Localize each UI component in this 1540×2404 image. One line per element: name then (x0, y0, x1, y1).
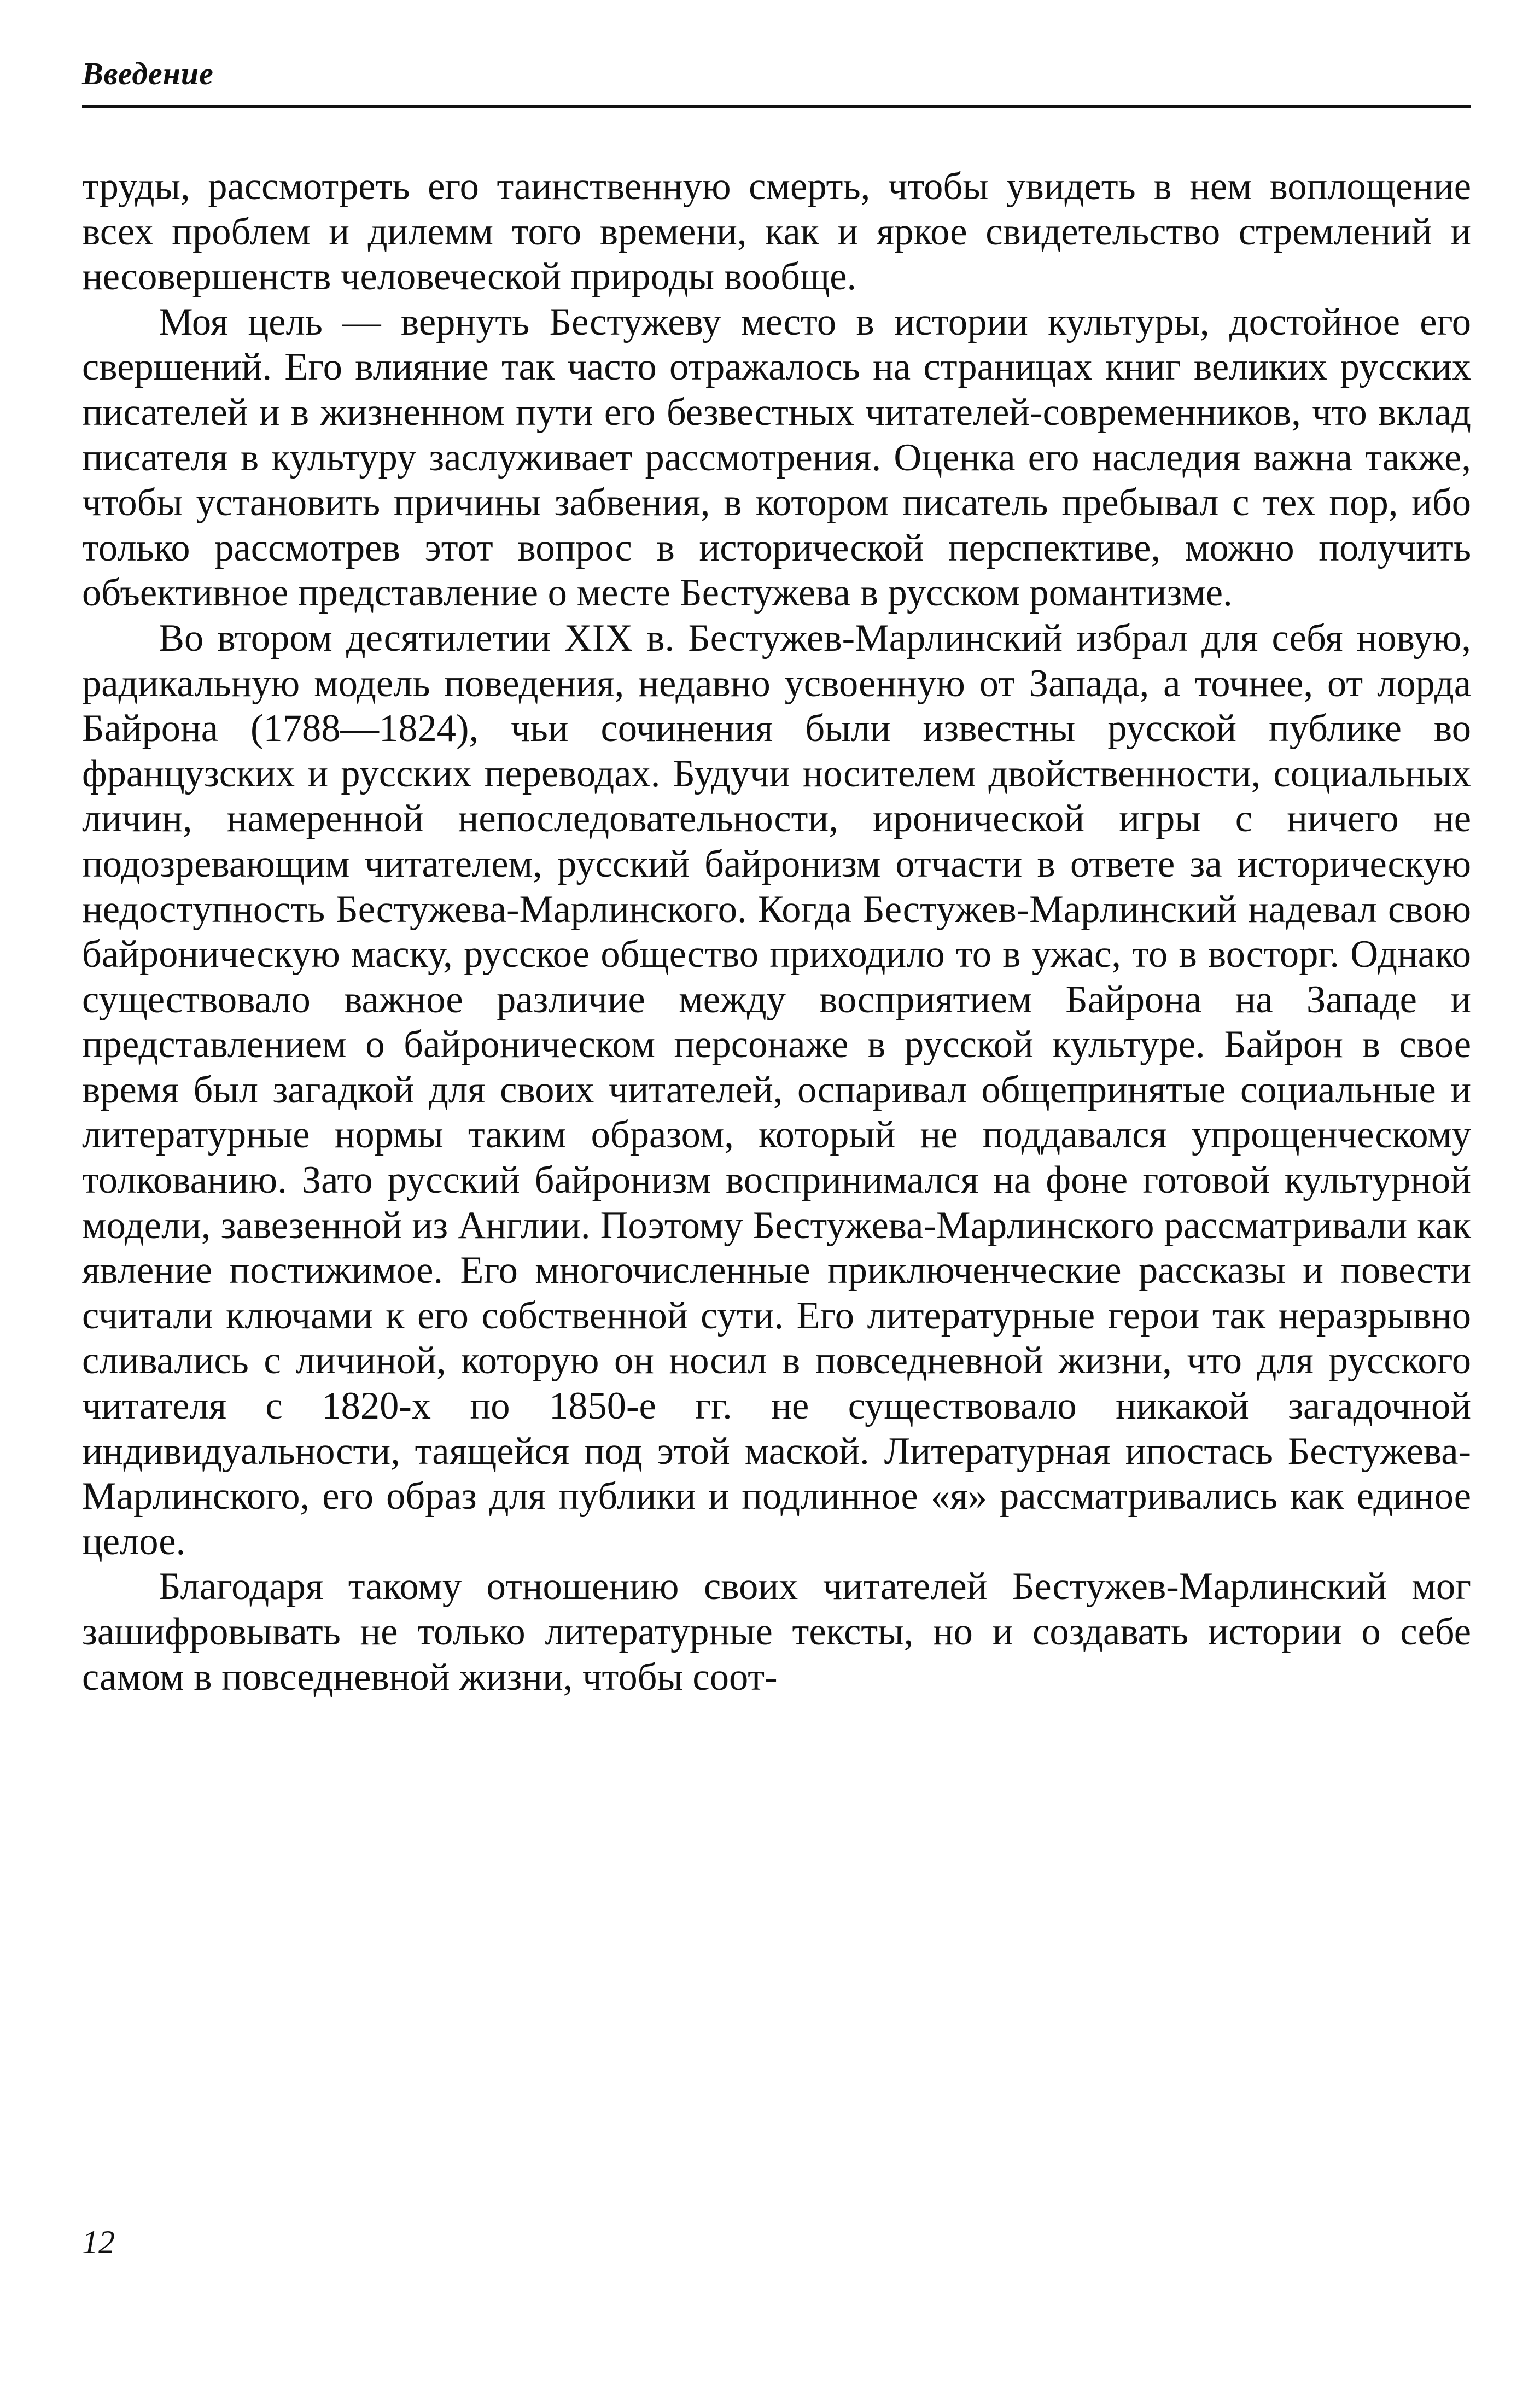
page-number: 12 (82, 2224, 115, 2260)
body-text (82, 164, 1471, 1700)
running-head: Введение (82, 56, 214, 91)
book-page (82, 55, 1471, 2352)
paragraph: Благодаря такому отношению своих читателей Бестужев-Марлинский мог зашифровывать не только литературные тексты, но и создавать истории о себе самом в повседневной жизни, чтобы соот- (82, 1565, 1471, 1699)
header-rule (82, 105, 1471, 108)
paragraph: Моя цель — вернуть Бестужеву место в истории культуры, достойное его свершений. Его влияние так часто отражалось на страницах книг великих русских писателей и в жизненном пути его безвестных читателей-современников, что вклад писателя в культуру заслуживает рассмотрения. Оценка его наследия важна также, чтобы установить причины забвения, в котором писатель пребывал с тех пор, ибо только рассмотрев этот вопрос в исторической перспективе, можно получить объективное представление о месте Бестужева в русском романтизме. (82, 300, 1471, 615)
paragraph-continued: труды, рассмотреть его таинственную смерть, чтобы увидеть в нем воплощение всех проблем и дилемм того времени, как и яркое свидетельство стремлений и несовершенств человеческой природы вообще. (82, 165, 1471, 299)
paragraph: Во втором десятилетии XIX в. Бестужев-Марлинский избрал для себя новую, радикальную модель поведения, недавно усвоенную от Запада, а точнее, от лорда Байрона (1788—1824), чьи сочинения были известны русской публике во французских и русских переводах. Будучи носителем двойственности, социальных личин, намеренной непоследовательности, иронической игры с ничего не подозревающим читателем, русский байронизм отчасти в ответе за историческую недоступность Бестужева-Марлинского. Когда Бестужев-Марлинский надевал свою байроническую маску, русское общество приходило то в ужас, то в восторг. Однако существовало важное различие между восприятием Байрона на Западе и представлением о байроническом персонаже в русской культуре. Байрон в свое время был загадкой для своих читателей, оспаривал общепринятые социальные и литературные нормы таким образом, который не поддавался упрощенческому толкованию. Зато русский байронизм воспринимался на фоне готовой культурной модели, завезенной из Англии. Поэтому Бестужева-Марлинского рассматривали как явление постижимое. Его многочисленные приключенческие рассказы и повести считали ключами к его собственной сути. Его литературные герои так неразрывно сливались с личиной, которую он носил в повседневной жизни, что для русского читателя с 1820-х по 1850-е гг. не существовало никакой загадочной индивидуальности, таящейся под этой маской. Литературная ипостась Бестужева-Марлинского, его образ для публики и подлинное «я» рассматривались как единое целое. (82, 616, 1471, 1563)
